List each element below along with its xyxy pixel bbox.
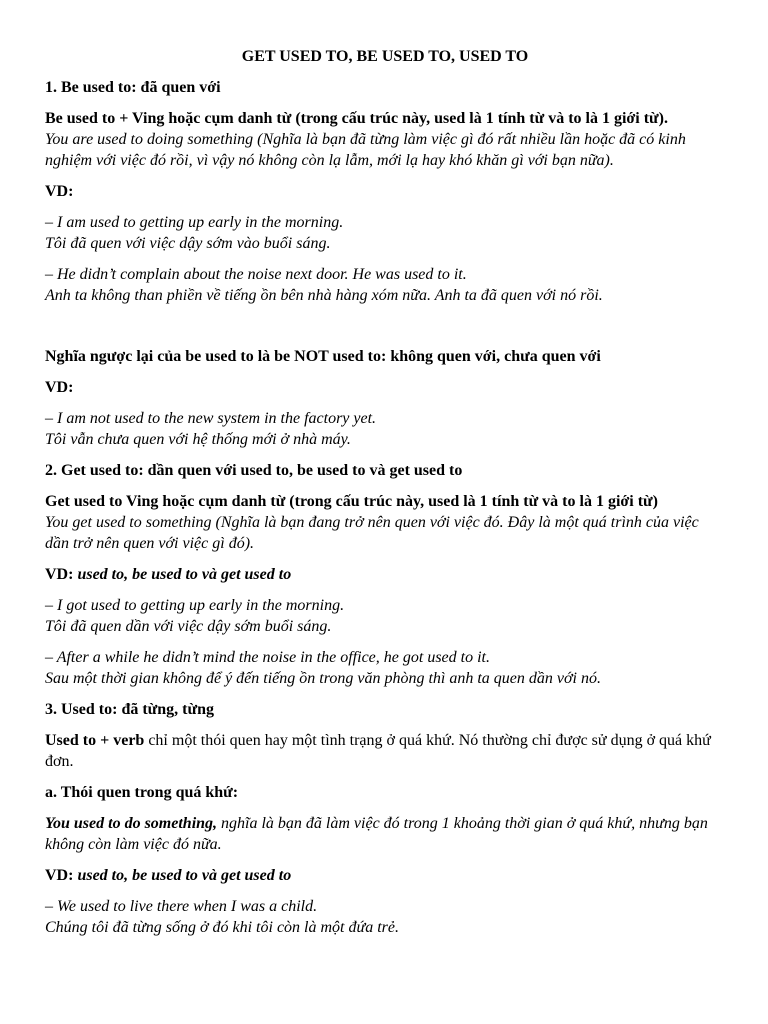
- example-vietnamese: Tôi đã quen với việc dậy sớm vào buổi sáng.: [45, 235, 331, 252]
- section-2-example-2: [45, 647, 725, 689]
- section-3-rule-bold: Used to + verb: [45, 732, 145, 749]
- section-3-a-bold-italic: You used to do something,: [45, 815, 218, 832]
- section-2-example-1: [45, 595, 725, 637]
- example-english: – I got used to getting up early in the morning.: [45, 597, 345, 614]
- section-3-a-text: nghĩa là bạn đã làm việc đó trong 1 khoảng thời gian ở quá khứ, nhưng bạn không còn làm việc đó nữa.: [45, 815, 708, 853]
- section-1-negative: Nghĩa ngược lại của be used to là be NOT used to: không quen với, chưa quen với: [45, 348, 601, 365]
- section-3-rule: [45, 730, 725, 772]
- example-vietnamese: Chúng tôi đã từng sống ở đó khi tôi còn là một đứa trẻ.: [45, 919, 399, 936]
- example-english: – I am not used to the new system in the factory yet.: [45, 410, 377, 427]
- section-1-example-2: [45, 264, 725, 306]
- example-english: – I am used to getting up early in the morning.: [45, 214, 344, 231]
- section-3-vd-label: VD:: [45, 867, 78, 884]
- section-3-vd-italic: used to, be used to và get used to: [77, 867, 292, 884]
- section-3-vd-line: [45, 865, 725, 886]
- section-1-example-1: [45, 212, 725, 254]
- document-page: [45, 46, 725, 948]
- section-1-vd-label-2: VD:: [45, 379, 74, 396]
- section-3-sub-a: a. Thói quen trong quá khứ:: [45, 784, 239, 801]
- section-2-vd-line: [45, 564, 725, 585]
- section-1-rule: Be used to + Ving hoặc cụm danh từ (trong cấu trúc này, used là 1 tính từ và to là 1 giới từ).: [45, 110, 668, 127]
- section-1-example-3: [45, 408, 725, 450]
- section-2-vd-label: VD:: [45, 566, 78, 583]
- section-1-rule-block: [45, 108, 725, 171]
- section-2-rule: Get used to Ving hoặc cụm danh từ (trong cấu trúc này, used là 1 tính từ và to là 1 giới từ): [45, 493, 658, 510]
- section-1-vd-label: VD:: [45, 183, 74, 200]
- example-vietnamese: Sau một thời gian không để ý đến tiếng ồn trong văn phòng thì anh ta quen dần với nó.: [45, 670, 601, 687]
- example-english: – We used to live there when I was a child.: [45, 898, 318, 915]
- section-2-heading: 2. Get used to: dần quen với used to, be used to và get used to: [45, 462, 463, 479]
- section-3-heading: 3. Used to: đã từng, từng: [45, 701, 214, 718]
- example-english: – He didn’t complain about the noise next door. He was used to it.: [45, 266, 467, 283]
- blank-spacer: [45, 316, 725, 346]
- section-1-explanation: You are used to doing something (Nghĩa là bạn đã từng làm việc gì đó rất nhiều lần hoặc đã có kinh nghiệm với việc đó rồi, vì vậy nó không còn lạ lẫm, mới lạ hay khó khăn gì với bạn nữa).: [45, 131, 686, 169]
- section-1-heading: 1. Be used to: đã quen với: [45, 79, 221, 96]
- document-title: GET USED TO, BE USED TO, USED TO: [241, 48, 529, 65]
- section-3-example-1: [45, 896, 725, 938]
- example-vietnamese: Tôi đã quen dần với việc dậy sớm buổi sáng.: [45, 618, 332, 635]
- example-english: – After a while he didn’t mind the noise in the office, he got used to it.: [45, 649, 490, 666]
- example-vietnamese: Anh ta không than phiền về tiếng ồn bên nhà hàng xóm nữa. Anh ta đã quen với nó rồi.: [45, 287, 603, 304]
- section-2-vd-italic: used to, be used to và get used to: [77, 566, 292, 583]
- section-2-explanation: You get used to something (Nghĩa là bạn đang trở nên quen với việc đó. Đây là một quá trình của việc dần trở nên quen với việc gì đó).: [45, 514, 699, 552]
- section-3-a-explanation: [45, 813, 725, 855]
- section-2-rule-block: [45, 491, 725, 554]
- example-vietnamese: Tôi vẫn chưa quen với hệ thống mới ở nhà máy.: [45, 431, 351, 448]
- section-3-rule-text: chỉ một thói quen hay một tình trạng ở quá khứ. Nó thường chỉ được sử dụng ở quá khứ đơn.: [45, 732, 711, 770]
